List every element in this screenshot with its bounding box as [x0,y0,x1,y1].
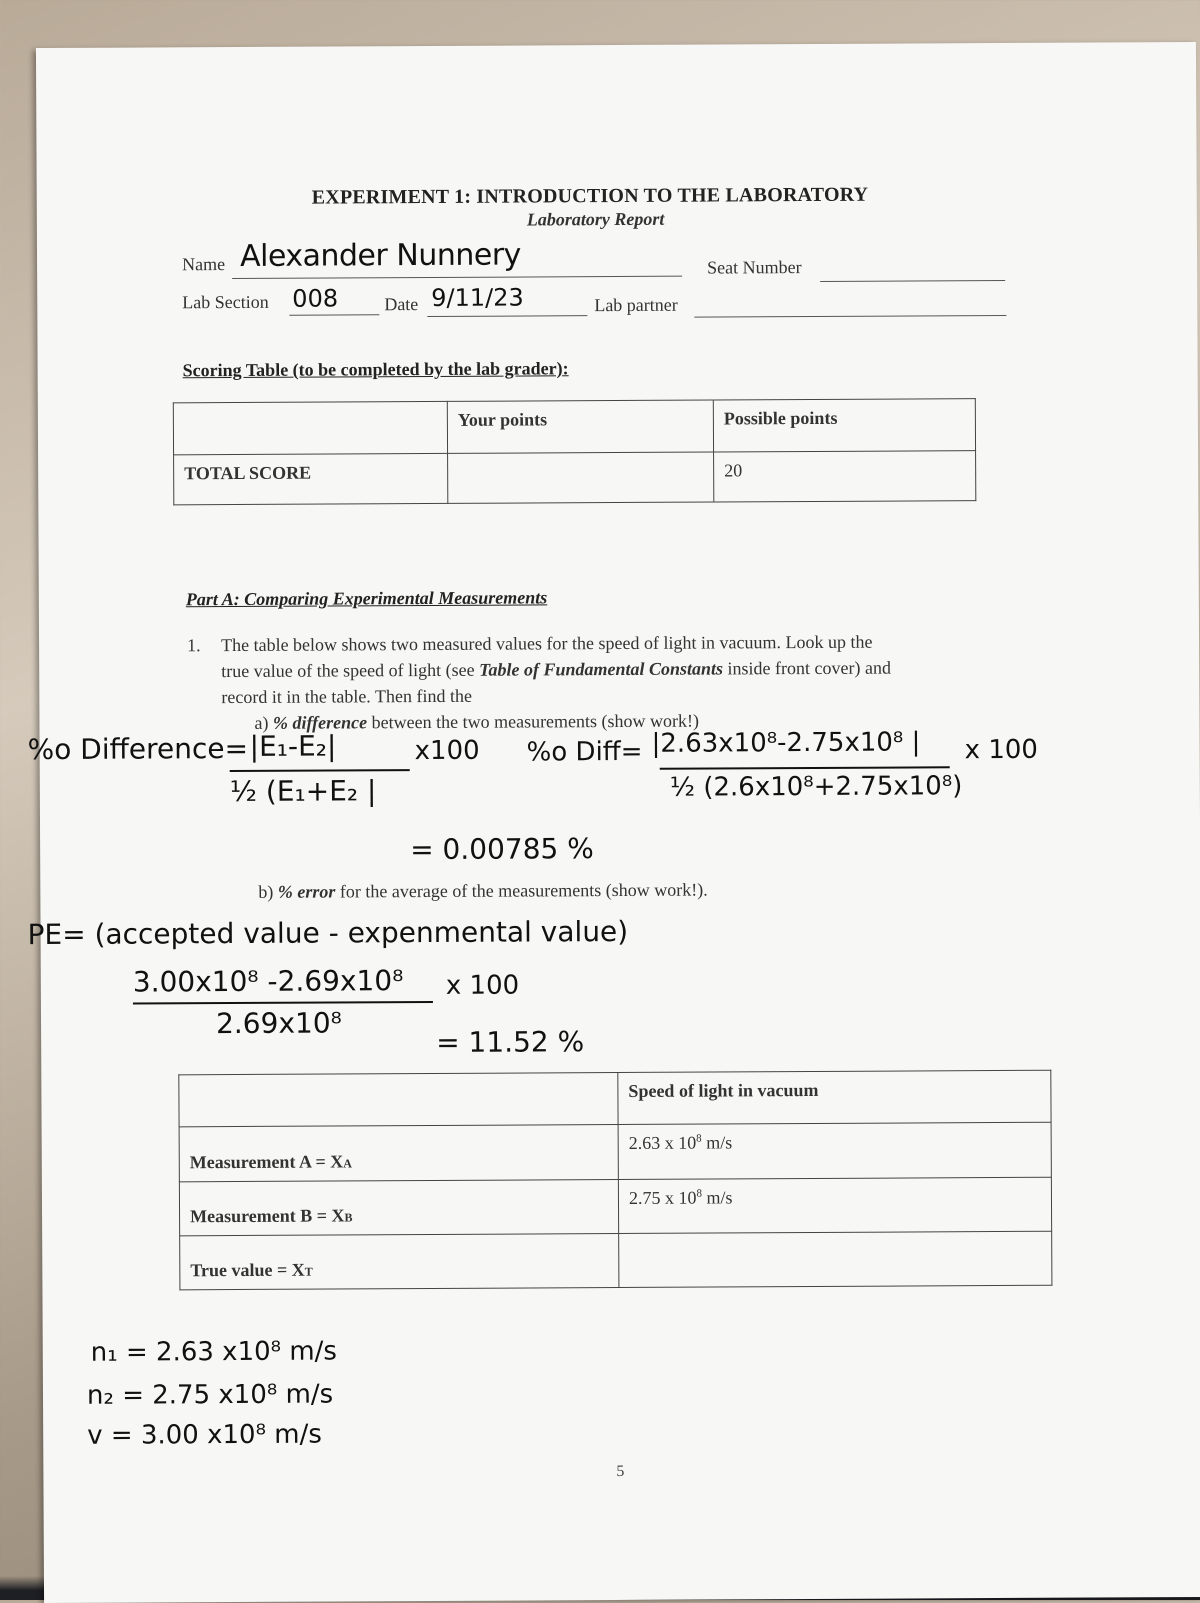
seat-number-label: Seat Number [707,257,802,278]
note-n1: n₁ = 2.63 x10⁸ m/s [90,1336,338,1368]
diff-formula-times: x100 [414,735,480,767]
measurement-a-value [618,1122,1051,1179]
scoring-header-empty [173,401,447,454]
part-a-prompt-rest: between the two measurements (show work!) [367,710,700,733]
speed-of-light-table [178,1070,1052,1291]
name-label: Name [182,254,226,275]
light-header-row [179,1070,1051,1127]
part-a-heading: Part A: Comparing Experimental Measurements [185,587,548,610]
question-line-2-pre: true value of the speed of light (see [221,659,480,682]
diff-formula-numerator: |E₁-E₂| [249,729,337,763]
name-handwritten: Alexander Nunnery [239,237,521,274]
your-points-header: Your points [447,400,713,453]
total-score-your-points [448,452,714,503]
scoring-header-row [173,399,975,455]
true-value-label [180,1234,619,1290]
measurement-a-label [179,1125,618,1182]
light-row-a [179,1122,1051,1182]
question-line-3: record it in the table. Then find the [221,685,472,708]
part-a-prompt-letter: a) [254,712,274,733]
lab-report-page [27,42,1200,1603]
lab-section-handwritten: 008 [292,284,339,313]
scoring-table-heading: Scoring Table (to be completed by the lab grader): [182,358,569,381]
light-header-speed: Speed of light in vacuum [618,1070,1051,1124]
light-header-empty [179,1073,618,1127]
measurement-a-value-text: 2.63 x 10 [628,1132,697,1153]
true-value-value [619,1231,1052,1287]
measurement-b-subscript: B [344,1210,353,1225]
pe-times: x 100 [445,970,520,1001]
page-number: 5 [616,1462,625,1481]
part-a-prompt-em: % difference [272,712,368,733]
diff-formula-label: %o Difference= [27,731,249,767]
measurement-a-exponent: 8 [696,1132,702,1145]
pe-fraction-bar [133,1001,433,1005]
report-subtitle: Laboratory Report [526,208,665,230]
diff-formula-denominator: ½ (E₁+E₂ | [229,774,377,809]
question-line-2-post: inside front cover) and [722,657,892,679]
possible-points-header: Possible points [713,399,975,452]
total-score-label: TOTAL SCORE [174,453,448,504]
question-text [221,628,1041,710]
name-line [232,276,682,279]
measurement-b-value-text: 2.75 x 10 [628,1187,697,1208]
lab-partner-label: Lab partner [594,294,678,316]
measurement-b-exponent: 8 [696,1187,702,1200]
scoring-table [173,398,977,505]
seat-number-line [820,280,1005,282]
measurement-a-subscript: A [343,1156,352,1171]
measurement-a-unit: m/s [701,1132,733,1153]
pe-numerator: 3.00x10⁸ -2.69x10⁸ [132,964,404,999]
note-v: v = 3.00 x10⁸ m/s [87,1419,322,1451]
lab-section-line [289,314,379,315]
measurement-b-value [618,1177,1051,1233]
true-value-label-text: True value = X [190,1259,305,1281]
part-b-prompt-rest: for the average of the measurements (show work!). [335,879,708,902]
true-value-subscript: T [304,1264,313,1279]
light-row-b [179,1177,1051,1236]
diff-calc-denominator: ½ (2.6x10⁸+2.75x10⁸) [669,771,963,803]
diff-result: = 0.00785 % [410,832,594,867]
measurement-b-label [179,1180,618,1236]
pe-result: = 11.52 % [436,1025,585,1059]
question-line-2-em: Table of Fundamental Constants [479,658,724,680]
diff-calc-fraction-bar [660,766,950,770]
report-title: EXPERIMENT 1: INTRODUCTION TO THE LABORATORY [311,183,869,209]
diff-calc-label: %o Diff= [526,736,643,768]
total-score-possible-points: 20 [714,451,976,502]
part-b-prompt-letter: b) [258,881,278,902]
date-handwritten: 9/11/23 [431,283,524,312]
diff-calc-numerator: |2.63x10⁸-2.75x10⁸ | [651,727,921,759]
measurement-b-label-text: Measurement B = X [190,1205,345,1227]
diff-calc-times: x 100 [964,734,1038,766]
light-row-true [180,1231,1052,1290]
question-number: 1. [187,635,201,656]
date-label: Date [384,294,419,315]
measurement-a-label-text: Measurement A = X [189,1151,344,1173]
note-n2: n₂ = 2.75 x10⁸ m/s [86,1379,334,1411]
measurement-b-unit: m/s [701,1187,733,1208]
diff-formula-fraction-bar [230,769,410,772]
part-b-prompt [258,877,707,905]
part-b-prompt-em: % error [277,881,336,902]
lab-section-label: Lab Section [182,291,269,313]
lab-partner-line [694,315,1006,318]
question-line-1: The table below shows two measured values for the speed of light in vacuum. Look up the [221,631,873,656]
total-score-row [174,451,976,505]
pe-formula-label: PE= (accepted value - expenmental value) [27,914,629,952]
date-line [427,315,587,317]
pe-denominator: 2.69x10⁸ [215,1006,342,1041]
